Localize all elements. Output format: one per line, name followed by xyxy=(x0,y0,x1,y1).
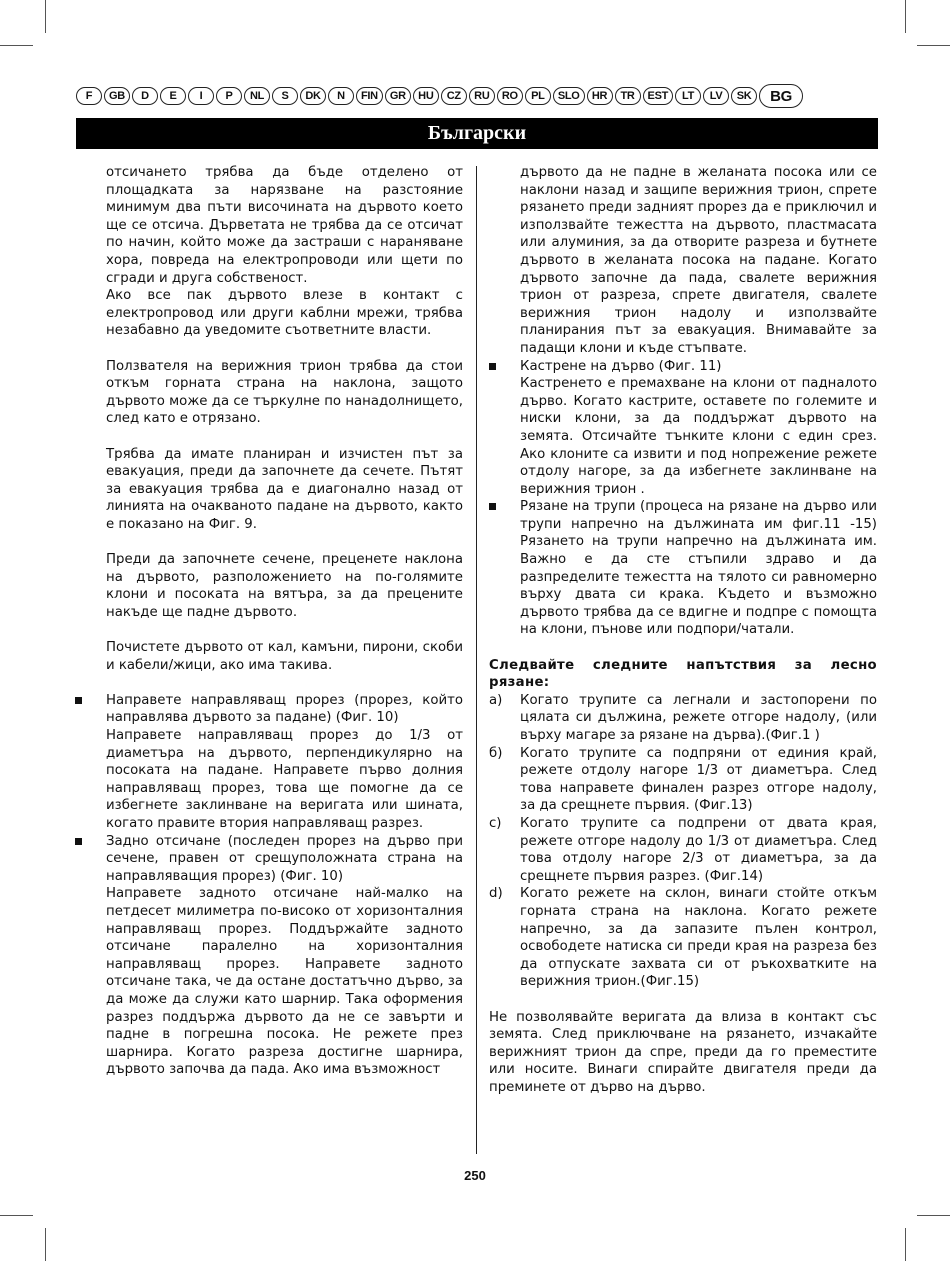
language-option-est[interactable]: EST xyxy=(643,87,674,105)
bullet-item xyxy=(520,498,877,639)
language-option-s[interactable]: S xyxy=(272,87,298,105)
bullet-item xyxy=(520,358,877,499)
paragraph: отсичането трябва да бъде отделено от площадката за нарязване на разстояние минимум два пъти височината на дървото което ще се отсича. Дърветата не трябва да се отсичат по начин, който може да застраши с нараняване хора, повреда на електропроводи или щети по сгради и друга собственост. xyxy=(106,165,463,286)
paragraph: Ползвателя на верижния трион трябва да стои откъм горната страна на наклона, защото дървото може да се търкулне по нанадолнището, след като е отрязано. xyxy=(106,358,463,427)
bullet-icon xyxy=(489,503,496,510)
language-option-n[interactable]: N xyxy=(328,87,354,105)
paragraph: Трябва да имате планиран и изчистен път за евакуация, преди да започнете да сечете. Пътят за евакуация трябва да е диагонално назад от линията на очакваното падане на дървото, както е показано на Фиг. 9. xyxy=(106,446,463,532)
crop-mark xyxy=(917,1215,950,1216)
language-option-slo[interactable]: SLO xyxy=(553,87,585,105)
language-option-f[interactable]: F xyxy=(76,87,102,105)
crop-mark xyxy=(45,0,46,33)
language-option-lv[interactable]: LV xyxy=(703,87,729,105)
language-option-tr[interactable]: TR xyxy=(615,87,641,105)
language-option-hr[interactable]: HR xyxy=(587,87,613,105)
section-heading: Следвайте следните напътствия за лесно рязане: xyxy=(489,657,877,691)
bullet-item xyxy=(106,692,463,833)
bullet-icon xyxy=(489,363,496,370)
paragraph: Почистете дървото от кал, камъни, пирони, скоби и кабели/жици, ако има такива. xyxy=(106,640,463,673)
language-option-hu[interactable]: HU xyxy=(413,87,439,105)
bullet-item xyxy=(106,833,463,1079)
step-item xyxy=(489,745,877,815)
crop-mark xyxy=(905,1228,906,1261)
step-text: Когато трупите са подпрени от двата края, режете отгоре надолу до 1/3 от диаметъра. След това отдолу нагоре 2/3 от диаметъра, за да срещнете първия разрез. (Фиг.14) xyxy=(520,815,877,884)
step-text: Когато режете на склон, винаги стойте откъм горната страна на наклона. Когато режете напречно, за да запазите пълен контрол, освободете натиска си преди края на разреза без да отпускате захвата си от ръкохватките на верижния трион.(Фиг.15) xyxy=(520,886,877,990)
step-marker: б) xyxy=(489,745,503,761)
bullet-body: Направете задното отсичане най-малко на петдесет милиметра по-високо от хоризонталния направляващ прорез. Поддържайте задното отсичане паралелно на хоризонталния направляващ прорез. Направете задното отсичане така, че да остане достатъчно дърво, за да може да служи като шарнир. Така оформения разрез поддържа дървото да не се завърти и падне в погрешна посока. Не режете през шарнира. Когато разреза достигне шарнира, дървото започва да пада. Ако има възможност xyxy=(106,886,463,1078)
language-option-d[interactable]: D xyxy=(132,87,158,105)
language-option-i[interactable]: I xyxy=(188,87,214,105)
language-option-e[interactable]: E xyxy=(160,87,186,105)
language-option-ro[interactable]: RO xyxy=(497,87,523,105)
left-column xyxy=(106,164,463,1079)
bullet-title: Задно отсичане (последен прорез на дърво при сечене, правен от срещуположната страна на направляващия прорез) (Фиг. 10) xyxy=(106,833,463,884)
language-option-bg[interactable]: BG xyxy=(759,84,803,108)
language-option-lt[interactable]: LT xyxy=(675,87,701,105)
language-option-gr[interactable]: GR xyxy=(385,87,411,105)
language-option-pl[interactable]: PL xyxy=(525,87,551,105)
paragraph: дървото да не падне в желаната посока или се наклони назад и защипе верижния трион, спрете рязането преди задният прорез да е приключил и използвайте тежестта на дървото, пластмасата или алуминия, за да отворите разреза и бутнете дървото в желаната посока на падане. Когато дървото започне да пада, свалете верижния трион от разреза, спрете двигателя, свалете верижния трион надолу и използвайте планирания път за евакуация. Внимавайте за падащи клони и къде стъпвате. xyxy=(520,165,877,356)
column-divider xyxy=(476,166,477,1154)
right-column xyxy=(489,164,877,1096)
section-header xyxy=(76,118,878,149)
bullet-title: Кастрене на дърво (Фиг. 11) xyxy=(520,358,722,374)
language-selector xyxy=(76,85,878,107)
step-text: Когато трупите са подпряни от единия край, режете отдолу нагоре 1/3 от диаметъра. След това направете финален разрез отгоре надолу, за да срещнете първия. (Фиг.13) xyxy=(520,745,877,814)
language-option-fin[interactable]: FIN xyxy=(356,87,383,105)
bullet-body: Кастренето е премахване на клони от падналото дърво. Когато кастрите, оставете по големите и ниски клони, за да поддържат дървото на земята. Отсичайте тънките клони с един срез. Ако клоните са извити и под нопрежение режете отдолу нагоре, за да избегнете заклинване на верижния трион . xyxy=(520,376,877,497)
step-marker: c) xyxy=(489,815,502,831)
bullet-icon xyxy=(75,838,82,845)
language-option-cz[interactable]: CZ xyxy=(441,87,467,105)
crop-mark xyxy=(905,0,906,33)
paragraph: Не позволявайте веригата да влиза в контакт със земята. След приключване на рязането, изчакайте верижният трион да спре, преди да го преместите или носите. Винаги спирайте двигателя преди да преминете от дърво на дърво. xyxy=(489,1009,877,1095)
step-item xyxy=(489,885,877,991)
step-text: Когато трупите са легнали и застопорени по цялата си дължина, режете отгоре надолу, (или върху магаре за рязане на дърва).(Фиг.1 ) xyxy=(520,692,877,743)
step-marker: d) xyxy=(489,886,503,902)
bullet-body: Направете направляващ прорез до 1/3 от диаметъра на дървото, перпендикулярно на посоката на падане. Направете първо долния направляващ прорез, това ще помогне да се избегнете заклинване на веригата или шината, когато правите втория направляващ разрез. xyxy=(106,728,463,831)
crop-mark xyxy=(45,1228,46,1261)
language-option-ru[interactable]: RU xyxy=(469,87,495,105)
language-option-nl[interactable]: NL xyxy=(244,87,270,105)
bullet-body: Рязане на трупи (процеса на рязане на дърво или трупи напречно на дължината им фиг.11 -15) Рязането на трупи напречно на дължината им. Важно е да сте стъпили здраво и да разпределите тежестта на тялото си равномерно върху двата си крака. Където и възможно дървото трябва да се вдигне и подпре с помощта на клони, пънове или подпори/чатали. xyxy=(520,499,877,638)
bullet-icon xyxy=(75,697,82,704)
language-option-sk[interactable]: SK xyxy=(731,87,757,105)
language-option-gb[interactable]: GB xyxy=(104,87,130,105)
language-option-p[interactable]: P xyxy=(216,87,242,105)
page-number: 250 xyxy=(464,1168,486,1183)
paragraph: Ако все пак дървото влезе в контакт с електропровод или други каблни мрежи, трябва незабавно да уведомите съответните власти. xyxy=(106,288,463,339)
crop-mark xyxy=(0,45,33,46)
section-title: Български xyxy=(427,122,527,144)
steps-list xyxy=(489,692,877,991)
language-option-dk[interactable]: DK xyxy=(300,87,326,105)
step-item xyxy=(489,692,877,745)
crop-mark xyxy=(0,1215,33,1216)
crop-mark xyxy=(917,45,950,46)
paragraph: Преди да започнете сечене, преценете наклона на дървото, разположението на по-голямите клони и посоката на вятъра, за да прецените накъде ще падне дървото. xyxy=(106,552,463,620)
bullet-title: Направете направляващ прорез (прорез, който направлява дървото за падане) (Фиг. 10) xyxy=(106,692,463,726)
step-item xyxy=(489,815,877,885)
step-marker: a) xyxy=(489,692,503,708)
